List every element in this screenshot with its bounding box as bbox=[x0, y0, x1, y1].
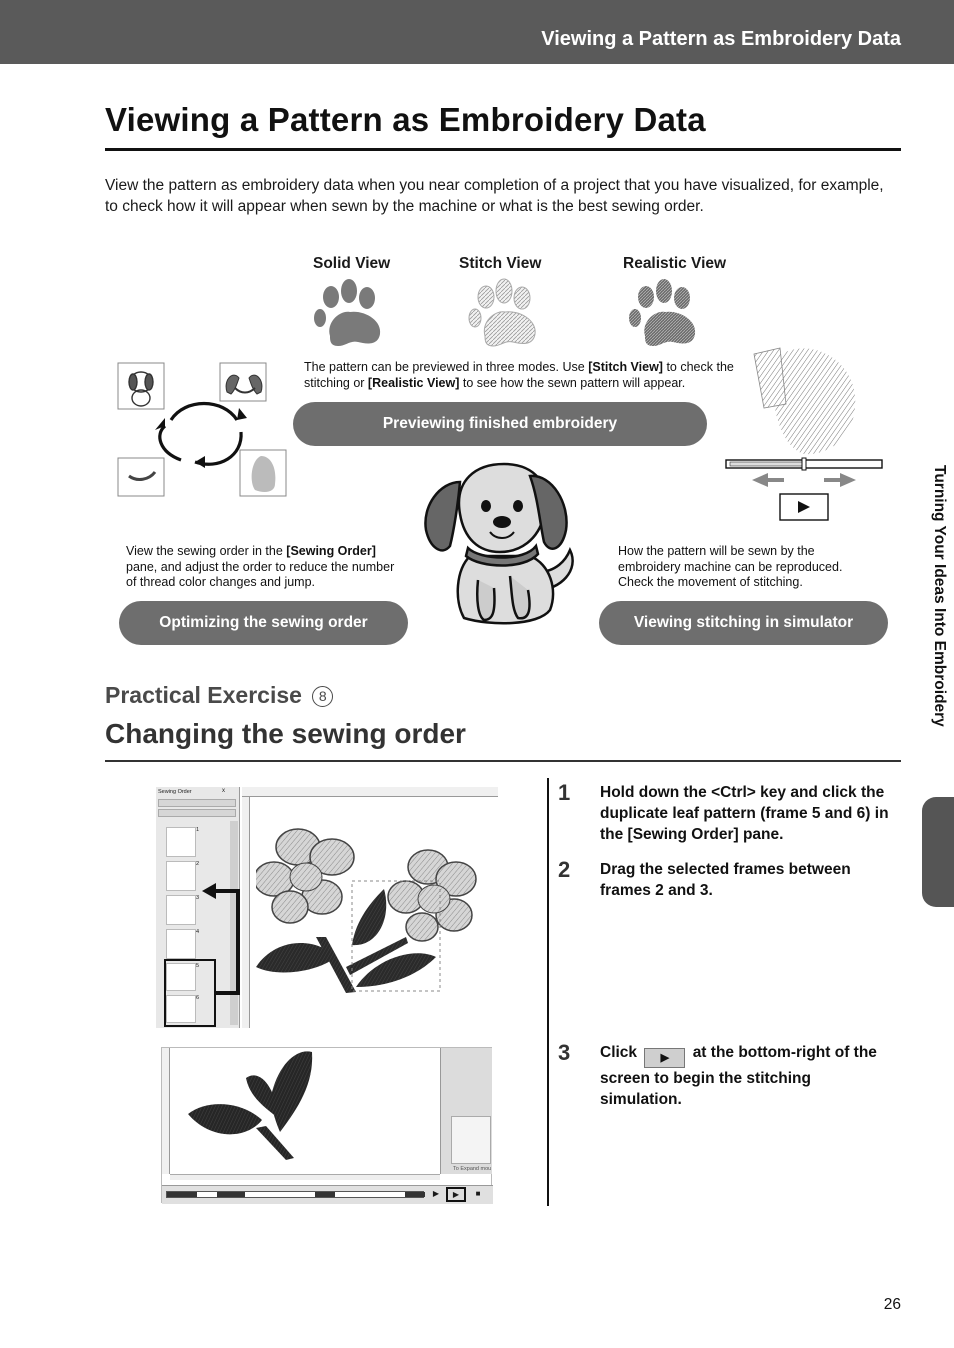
header-bar bbox=[0, 0, 954, 64]
pane-toolbar bbox=[158, 799, 236, 807]
pane-toolbar-2 bbox=[158, 809, 236, 817]
dog-illustration bbox=[420, 460, 582, 626]
simulator-pill: Viewing stitching in simulator bbox=[599, 601, 888, 645]
stitch-paw-icon bbox=[465, 276, 545, 350]
step-3-text bbox=[600, 1042, 890, 1110]
realistic-paw-icon bbox=[625, 276, 705, 350]
practical-exercise-number: 8 bbox=[312, 686, 333, 707]
sim-ruler-left bbox=[162, 1048, 170, 1174]
solid-view-label: Solid View bbox=[313, 255, 391, 272]
simulator-illustration bbox=[724, 344, 886, 522]
flower-pattern bbox=[256, 817, 496, 997]
title-rule bbox=[105, 148, 901, 151]
sim-progress-slider[interactable] bbox=[166, 1191, 424, 1198]
preview-note-text: The pattern can be previewed in three modes. Use bbox=[304, 360, 589, 374]
simulator-screenshot bbox=[161, 1047, 492, 1203]
frame-thumbnail-2[interactable] bbox=[166, 861, 196, 891]
step-2-text: Drag the selected frames between frames 2 and 3. bbox=[600, 861, 851, 899]
sim-side-panel bbox=[440, 1048, 492, 1174]
sim-toolbar bbox=[162, 1185, 493, 1204]
solid-paw-icon bbox=[310, 276, 390, 350]
order-note-text: pane, and adjust the order to reduce the number of thread color changes and jump. bbox=[126, 559, 395, 589]
frame-thumbnail-6[interactable] bbox=[166, 995, 196, 1023]
sim-preview-box bbox=[451, 1116, 491, 1164]
frame-number: 2 bbox=[196, 861, 200, 867]
pane-close-button[interactable]: x bbox=[222, 788, 225, 794]
side-tab-marker bbox=[922, 797, 954, 907]
optimize-pill: Optimizing the sewing order bbox=[119, 601, 408, 645]
sim-step-button[interactable]: ▶ bbox=[432, 1189, 440, 1198]
order-note-sewing-order: [Sewing Order] bbox=[286, 544, 376, 558]
frame-number: 5 bbox=[196, 963, 200, 969]
sim-note: How the pattern will be sewn by the embroidery machine can be reproduced. Check the movement of stitching. bbox=[618, 544, 843, 589]
frame-number: 1 bbox=[196, 827, 200, 833]
header-title: Viewing a Pattern as Embroidery Data bbox=[541, 28, 901, 50]
step-3-text-before: Click bbox=[600, 1044, 638, 1061]
order-note bbox=[126, 544, 396, 591]
sim-leaf-pattern bbox=[186, 1048, 316, 1164]
sim-status-text: To Expand mou bbox=[453, 1166, 492, 1172]
sim-play-button[interactable]: ▶ bbox=[446, 1187, 466, 1202]
drag-arrow-icon bbox=[200, 883, 244, 995]
stitch-view-label: Stitch View bbox=[459, 255, 542, 272]
frame-thumbnail-5[interactable] bbox=[166, 963, 196, 991]
sewing-order-pane-title: Sewing Order bbox=[158, 789, 192, 795]
sewing-order-cycle-diagram bbox=[115, 360, 290, 500]
frame-number: 3 bbox=[196, 895, 200, 901]
practical-exercise-heading bbox=[105, 682, 333, 709]
preview-note-text: to see how the sewn pattern will appear. bbox=[459, 375, 686, 390]
step-1-text: Hold down the <Ctrl> key and click the duplicate leaf pattern (frame 5 and 6) in the [Sewing Order] pane. bbox=[600, 784, 889, 843]
step-3-number: 3 bbox=[558, 1040, 571, 1065]
step-3-text-after: at the bottom-right of the screen to begin the stitching simulation. bbox=[600, 1044, 877, 1108]
sewing-order-screenshot bbox=[156, 787, 498, 1028]
preview-pill: Previewing finished embroidery bbox=[293, 402, 707, 446]
play-button-icon: ▶ bbox=[644, 1048, 685, 1068]
frame-thumbnail-3[interactable] bbox=[166, 895, 196, 925]
preview-note bbox=[304, 360, 734, 391]
frame-number: 4 bbox=[196, 929, 200, 935]
step-2-number: 2 bbox=[558, 857, 571, 882]
sim-horizontal-scrollbar[interactable] bbox=[170, 1174, 440, 1180]
side-tab bbox=[930, 465, 954, 785]
step-divider bbox=[547, 778, 549, 1206]
frame-number: 6 bbox=[196, 995, 200, 1001]
page-number: 26 bbox=[883, 1296, 901, 1313]
preview-note-text: to check the stitching or bbox=[304, 360, 734, 390]
preview-note-realistic-view: [Realistic View] bbox=[367, 375, 460, 390]
section-title: Changing the sewing order bbox=[105, 718, 466, 749]
sim-stop-button[interactable]: ■ bbox=[475, 1189, 481, 1198]
ruler-left bbox=[242, 797, 250, 1028]
side-tab-label: Turning Your Ideas Into Embroidery bbox=[931, 465, 948, 727]
order-note-text: View the sewing order in the bbox=[126, 544, 287, 558]
practical-exercise-label: Practical Exercise bbox=[105, 682, 302, 708]
step-1-number: 1 bbox=[558, 780, 571, 805]
realistic-view-label: Realistic View bbox=[623, 255, 727, 272]
preview-note-stitch-view: [Stitch View] bbox=[588, 360, 663, 374]
intro-paragraph: View the pattern as embroidery data when you near completion of a project that you have visualized, for example, to check how it will appear when sewn by the machine or what is the best sewing order. bbox=[105, 177, 884, 215]
frame-thumbnail-4[interactable] bbox=[166, 929, 196, 959]
section-rule bbox=[105, 760, 901, 762]
ruler-top bbox=[242, 787, 498, 797]
frame-thumbnail-1[interactable] bbox=[166, 827, 196, 857]
page-title: Viewing a Pattern as Embroidery Data bbox=[105, 101, 706, 138]
